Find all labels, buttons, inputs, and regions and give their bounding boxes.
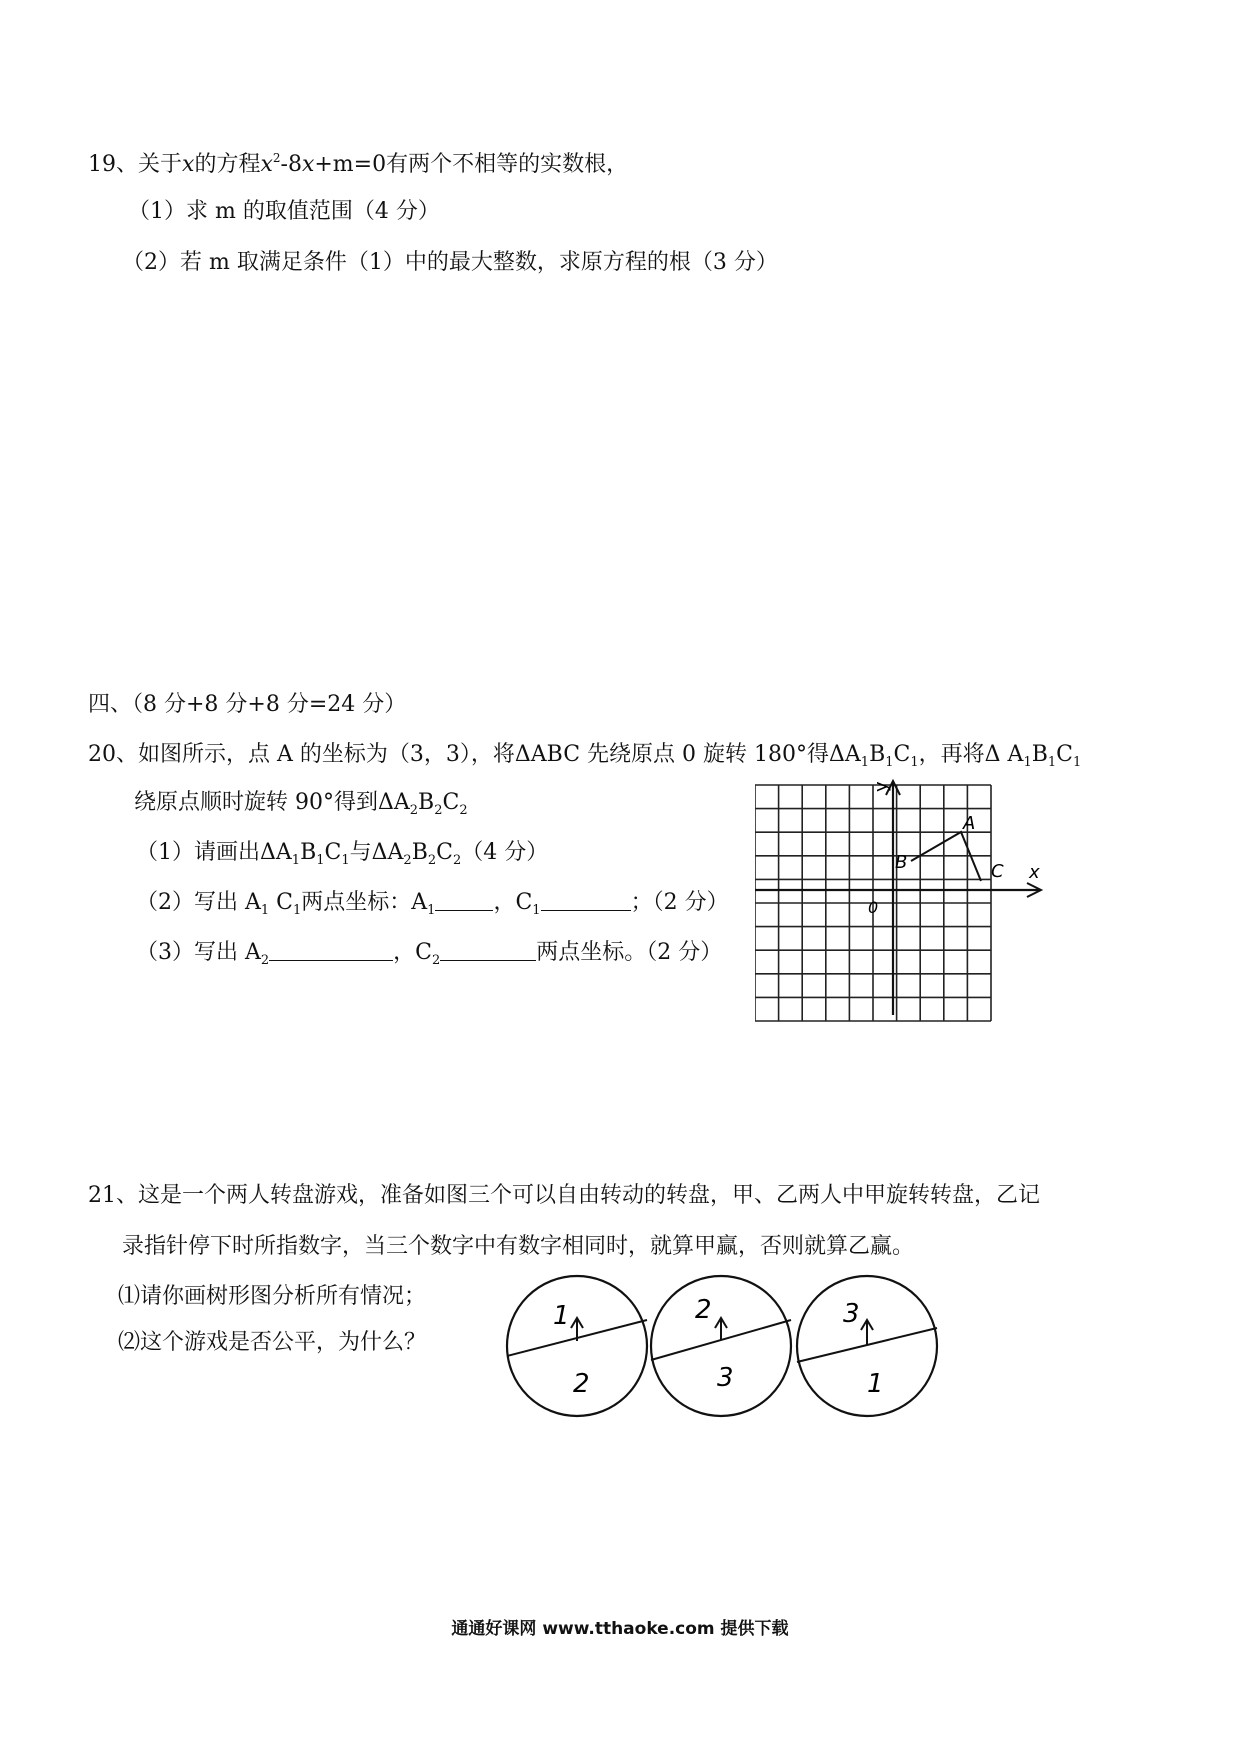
- q19-var: x: [182, 152, 195, 177]
- q20-text: 20、如图所示，点 A 的坐标为（3，3），将ΔABC 先绕原点 0 旋转 180°得ΔA: [88, 742, 861, 767]
- point-c-label: C: [991, 861, 1004, 882]
- subscript: 1: [291, 853, 301, 868]
- q20-text: C: [324, 840, 342, 865]
- subscript: 1: [1023, 755, 1032, 770]
- q20-text: C: [442, 790, 460, 815]
- q19-text: 的方程: [194, 152, 261, 177]
- answer-blank-c2[interactable]: [440, 938, 536, 961]
- subscript: 1: [532, 903, 541, 918]
- q19-number: 19、: [88, 152, 138, 177]
- q19-text: 关于: [138, 152, 183, 177]
- spinner-3-bottom-number: 1: [867, 1369, 884, 1399]
- origin-label: 0: [868, 898, 879, 917]
- q20-text: （2）写出 A: [136, 890, 261, 915]
- q20-text: C: [893, 742, 911, 767]
- spinner-1-top-number: 1: [553, 1301, 570, 1331]
- q20-text: 绕原点顺时旋转 90°得到ΔA: [134, 790, 410, 815]
- q20-text: ；（2 分）: [630, 890, 729, 915]
- q21-part2: ⑵这个游戏是否公平，为什么？: [118, 1330, 427, 1355]
- subscript: 2: [403, 853, 412, 868]
- subscript: 1: [885, 755, 894, 770]
- spinner-1: [507, 1276, 647, 1416]
- subscript: 1: [293, 903, 302, 918]
- q21-stem-line1: 21、这是一个两人转盘游戏，准备如图三个可以自由转动的转盘，甲、乙两人中甲旋转转盘，乙记: [88, 1183, 1040, 1208]
- q20-stem-line2: [134, 788, 468, 821]
- spinner-2-top-number: 2: [695, 1295, 712, 1325]
- subscript: 1: [341, 853, 350, 868]
- subscript: 1: [860, 755, 870, 770]
- spinners-figure: [505, 1268, 965, 1428]
- subscript: 2: [434, 803, 443, 818]
- q20-text: B: [418, 790, 435, 815]
- coordinate-grid-figure: [755, 775, 1055, 1025]
- subscript: 1: [260, 903, 270, 918]
- subscript: 1: [427, 903, 436, 918]
- section4-title: 四、（8 分+8 分+8 分=24 分）: [88, 692, 407, 717]
- q20-text: B: [300, 840, 317, 865]
- q20-text: C: [436, 840, 453, 865]
- subscript: 1: [1047, 755, 1057, 770]
- q19-eq-part: -8: [280, 152, 302, 177]
- point-b-label: B: [895, 852, 908, 873]
- subscript: 2: [453, 853, 462, 868]
- subscript: 1: [316, 853, 325, 868]
- spinner-2-bottom-number: 3: [717, 1363, 734, 1393]
- spinner-3-top-number: 3: [843, 1299, 860, 1329]
- q19-eq-part: +m=0: [314, 152, 387, 177]
- q21-part1: ⑴请你画树形图分析所有情况；: [118, 1284, 427, 1309]
- subscript: 2: [409, 803, 419, 818]
- subscript: 2: [459, 803, 468, 818]
- q20-text: （1）请画出ΔA: [136, 840, 292, 865]
- answer-blank-a1[interactable]: [435, 888, 493, 911]
- y-axis-label: y: [871, 781, 892, 792]
- q20-text: B: [411, 840, 428, 865]
- subscript: 2: [427, 853, 437, 868]
- q20-part3: [136, 938, 722, 971]
- q20-text: C: [1056, 742, 1074, 767]
- q19-eq-var: x: [260, 152, 273, 177]
- q19-eq-var: x: [301, 152, 315, 177]
- x-axis-label: x: [1029, 862, 1040, 883]
- subscript: 2: [432, 953, 441, 968]
- q20-text: （4 分）: [461, 840, 549, 865]
- q20-text: 两点坐标：A: [301, 890, 428, 915]
- q20-part1: [136, 838, 548, 871]
- page-footer: 通通好课网 www.tthaoke.com 提供下载: [451, 1619, 789, 1639]
- subscript: 2: [260, 953, 270, 968]
- point-a-label: A: [963, 813, 976, 834]
- q19-part1: （1）求 m 的取值范围（4 分）: [128, 199, 440, 224]
- q20-text: 与ΔA: [349, 840, 404, 865]
- spinner-3: [797, 1276, 937, 1416]
- q19-part2: （2）若 m 取满足条件（1）中的最大整数，求原方程的根（3 分）: [122, 250, 778, 275]
- q20-text: C: [269, 890, 293, 915]
- subscript: 1: [1073, 755, 1082, 770]
- q20-text: 两点坐标。（2 分）: [536, 940, 723, 965]
- q20-text: B: [869, 742, 886, 767]
- q19-stem: [88, 150, 628, 182]
- subscript: 1: [910, 755, 919, 770]
- q19-eq-exponent: 2: [272, 151, 281, 165]
- q19-text: 有两个不相等的实数根，: [386, 152, 629, 177]
- q20-stem-line1: [88, 740, 1081, 773]
- q20-text: ，再将Δ A: [918, 742, 1024, 767]
- spinner-1-bottom-number: 2: [573, 1369, 590, 1399]
- q20-text: B: [1031, 742, 1048, 767]
- spinner-2: [651, 1276, 791, 1416]
- q21-stem-line2: 录指针停下时所指数字，当三个数字中有数字相同时，就算甲赢，否则就算乙赢。: [122, 1234, 915, 1259]
- answer-blank-c1[interactable]: [541, 888, 631, 911]
- answer-blank-a2[interactable]: [269, 938, 393, 961]
- q20-text: ，C: [493, 890, 533, 915]
- q20-part2: [136, 888, 729, 921]
- q20-text: ，C: [393, 940, 433, 965]
- q20-text: （3）写出 A: [136, 940, 261, 965]
